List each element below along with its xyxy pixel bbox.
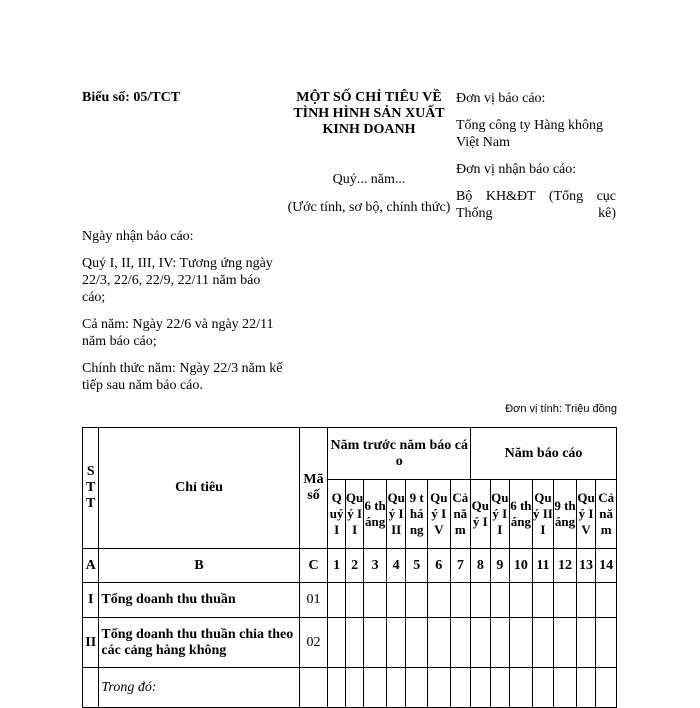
index-cell: 8 — [471, 549, 491, 583]
index-cell: 10 — [510, 549, 533, 583]
deadline-info — [82, 228, 287, 404]
form-number: Biểu số: 05/TCT — [82, 90, 181, 105]
sub-prev-9m: 9 tháng — [406, 480, 428, 549]
index-cell: C — [299, 549, 328, 583]
reporting-unit-name: Tổng công ty Hàng không Việt Nam — [456, 118, 603, 150]
index-cell: 14 — [596, 549, 617, 583]
index-row — [83, 549, 617, 583]
index-cell: 11 — [532, 549, 554, 583]
index-cell: 5 — [406, 549, 428, 583]
index-cell: 9 — [490, 549, 510, 583]
reporting-unit-label: Đơn vị báo cáo: — [456, 91, 546, 106]
sub-prev-q4: Quý IV — [427, 480, 450, 549]
sub-curr-q2: Quý II — [490, 480, 510, 549]
report-title: MỘT SỐ CHỈ TIÊU VỀ TÌNH HÌNH SẢN XUẤT KINH DOANH — [293, 90, 445, 137]
sub-curr-9m: 9 tháng — [554, 480, 577, 549]
group-previous-year: Năm trước năm báo cáo — [328, 428, 471, 480]
sub-prev-q1: Quý I — [328, 480, 345, 549]
row-indicator: Tổng doanh thu thuần — [99, 583, 299, 618]
row-code — [299, 668, 328, 708]
col-code-header: Mã số — [299, 428, 328, 549]
col-stt-header: STT — [83, 428, 99, 549]
index-cell: A — [83, 549, 99, 583]
sub-curr-q3: Quý III — [532, 480, 554, 549]
unit-of-measure: Đơn vị tính: Triệu đồng — [505, 403, 617, 415]
deadline-annual: Cả năm: Ngày 22/6 và ngày 22/11 năm báo cáo; — [82, 317, 274, 349]
row-code: 01 — [299, 583, 328, 618]
index-cell: 2 — [345, 549, 363, 583]
sub-curr-q1: Quý I — [471, 480, 491, 549]
index-cell: 1 — [328, 549, 345, 583]
col-indicator-header: Chỉ tiêu — [99, 428, 299, 549]
receiving-unit-name: Bộ KH&ĐT (Tổng cục Thống kê) — [456, 189, 616, 221]
row-code: 02 — [299, 618, 328, 668]
index-cell: 4 — [386, 549, 406, 583]
sub-curr-6m: 6 tháng — [510, 480, 533, 549]
index-cell: 7 — [450, 549, 471, 583]
sub-curr-year: Cả năm — [596, 480, 617, 549]
row-stt: I — [83, 583, 99, 618]
sub-curr-q4: Quý IV — [576, 480, 596, 549]
row-stt — [83, 668, 99, 708]
table-row — [83, 618, 617, 668]
table-row — [83, 668, 617, 708]
report-period: Quý... năm... — [332, 172, 406, 187]
header-group-row — [83, 428, 617, 480]
sub-prev-q2: Quý II — [345, 480, 363, 549]
index-cell: 6 — [427, 549, 450, 583]
index-cell: 3 — [364, 549, 387, 583]
deadline-official: Chính thức năm: Ngày 22/3 năm kế tiếp sau năm báo cáo. — [82, 361, 283, 393]
reporting-info — [456, 90, 616, 232]
row-indicator: Tổng doanh thu thuần chia theo các cảng hàng không — [99, 618, 299, 668]
sub-prev-year: Cả năm — [450, 480, 471, 549]
row-indicator: Trong đó: — [99, 668, 299, 708]
deadline-quarterly: Quý I, II, III, IV: Tương ứng ngày 22/3, 22/6, 22/9, 22/11 năm báo cáo; — [82, 256, 273, 305]
report-status: (Ước tính, sơ bộ, chính thức) — [287, 200, 451, 215]
sub-prev-q3: Quý III — [386, 480, 406, 549]
sub-prev-6m: 6 tháng — [364, 480, 387, 549]
index-cell: B — [99, 549, 299, 583]
deadline-label: Ngày nhận báo cáo: — [82, 229, 194, 244]
index-cell: 12 — [554, 549, 577, 583]
indicator-table — [82, 427, 617, 708]
receiving-unit-label: Đơn vị nhận báo cáo: — [456, 162, 577, 177]
group-report-year: Năm báo cáo — [471, 428, 617, 480]
row-stt: II — [83, 618, 99, 668]
index-cell: 13 — [576, 549, 596, 583]
table-row — [83, 583, 617, 618]
